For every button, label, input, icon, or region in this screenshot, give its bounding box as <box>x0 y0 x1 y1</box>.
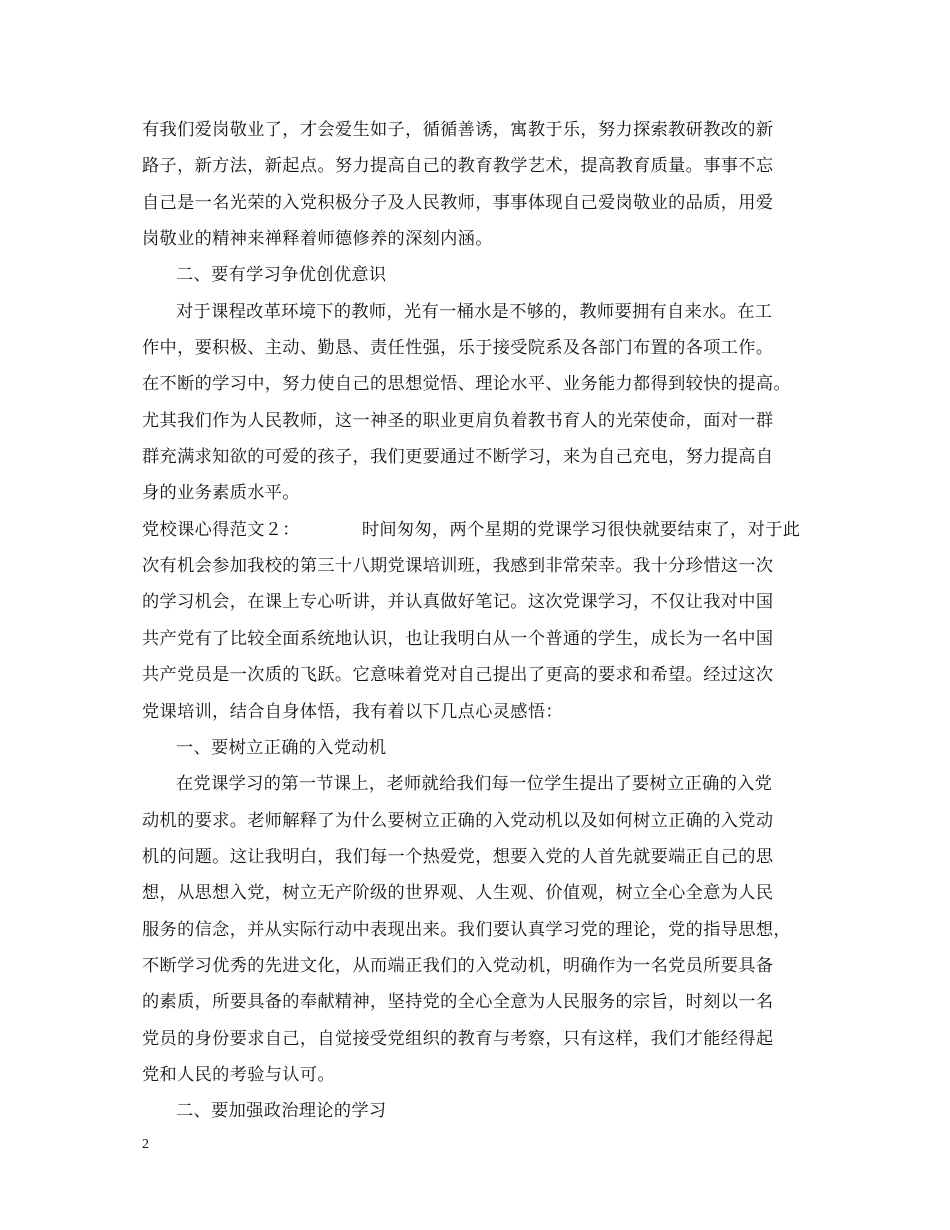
section-heading: 二、要加强政治理论的学习 <box>176 1101 387 1122</box>
text-line: 的素质，所要具备的奉献精神，坚持党的全心全意为人民服务的宗旨，时刻以一名 <box>142 992 774 1013</box>
text-line: 对于课程改革环境下的教师，光有一桶水是不够的，教师要拥有自来水。在工 <box>176 301 773 322</box>
text-line: 党员的身份要求自己，自觉接受党组织的教育与考察，只有这样，我们才能经得起 <box>142 1028 774 1049</box>
text-line: 服务的信念，并从实际行动中表现出来。我们要认真学习党的理论，党的指导思想， <box>142 919 791 940</box>
text-line: 身的业务素质水平。 <box>142 483 300 504</box>
text-line: 有我们爱岗敬业了，才会爱生如子，循循善诱，寓教于乐，努力探索教研教改的新 <box>142 120 774 140</box>
text-line: 的学习机会，在课上专心听讲，并认真做好笔记。这次党课学习，不仅让我对中国 <box>142 592 774 613</box>
text-line: 动机的要求。老师解释了为什么要树立正确的入党动机以及如何树立正确的入党动 <box>142 810 774 831</box>
sample-heading: 党校课心得范文２： <box>142 519 300 540</box>
text-line: 党课培训，结合自身体悟，我有着以下几点心灵感悟： <box>142 701 563 722</box>
sample-first-text: 时间匆匆，两个星期的党课学习很快就要结束了，对于此 <box>361 519 801 540</box>
text-line: 在不断的学习中，努力使自己的思想觉悟、理论水平、业务能力都得到较快的提高。 <box>142 374 791 395</box>
text-line: 尤其我们作为人民教师，这一神圣的职业更肩负着教书育人的光荣使命，面对一群 <box>142 410 774 431</box>
text-line: 自己是一名光荣的入党积极分子及人民教师，事事体现自己爱岗敬业的品质，用爱 <box>142 192 774 213</box>
text-line: 次有机会参加我校的第三十八期党课培训班，我感到非常荣幸。我十分珍惜这一次 <box>142 556 774 577</box>
text-line: 想，从思想入党，树立无产阶级的世界观、人生观、价值观，树立全心全意为人民 <box>142 883 774 904</box>
text-line: 路子，新方法，新起点。努力提高自己的教育教学艺术，提高教育质量。事事不忘 <box>142 156 774 177</box>
text-line: 不断学习优秀的先进文化，从而端正我们的入党动机，明确作为一名党员所要具备 <box>142 955 774 976</box>
text-line: 党和人民的考验与认可。 <box>142 1064 335 1085</box>
text-line: 共产党有了比较全面系统地认识，也让我明白从一个普通的学生，成长为一名中国 <box>142 628 774 649</box>
text-line: 在党课学习的第一节课上，老师就给我们每一位学生提出了要树立正确的入党 <box>176 774 773 795</box>
text-line: 共产党员是一次质的飞跃。它意味着党对自己提出了更高的要求和希望。经过这次 <box>142 665 774 686</box>
section-heading: 二、要有学习争优创优意识 <box>176 265 387 286</box>
document-body <box>142 112 822 1130</box>
section-heading: 一、要树立正确的入党动机 <box>176 737 387 758</box>
sample-title-line <box>142 512 822 548</box>
text-line: 机的问题。这让我明白，我们每一个热爱党，想要入党的人首先就要端正自己的思 <box>142 846 774 867</box>
text-line: 群充满求知欲的可爱的孩子，我们更要通过不断学习，来为自己充电，努力提高自 <box>142 447 774 468</box>
page-number: 2 <box>142 1137 149 1152</box>
text-line: 岗敬业的精神来禅释着师德修养的深刻内涵。 <box>142 229 493 250</box>
text-line: 作中，要积极、主动、勤恳、责任性强，乐于接受院系及各部门布置的各项工作。 <box>142 338 774 359</box>
